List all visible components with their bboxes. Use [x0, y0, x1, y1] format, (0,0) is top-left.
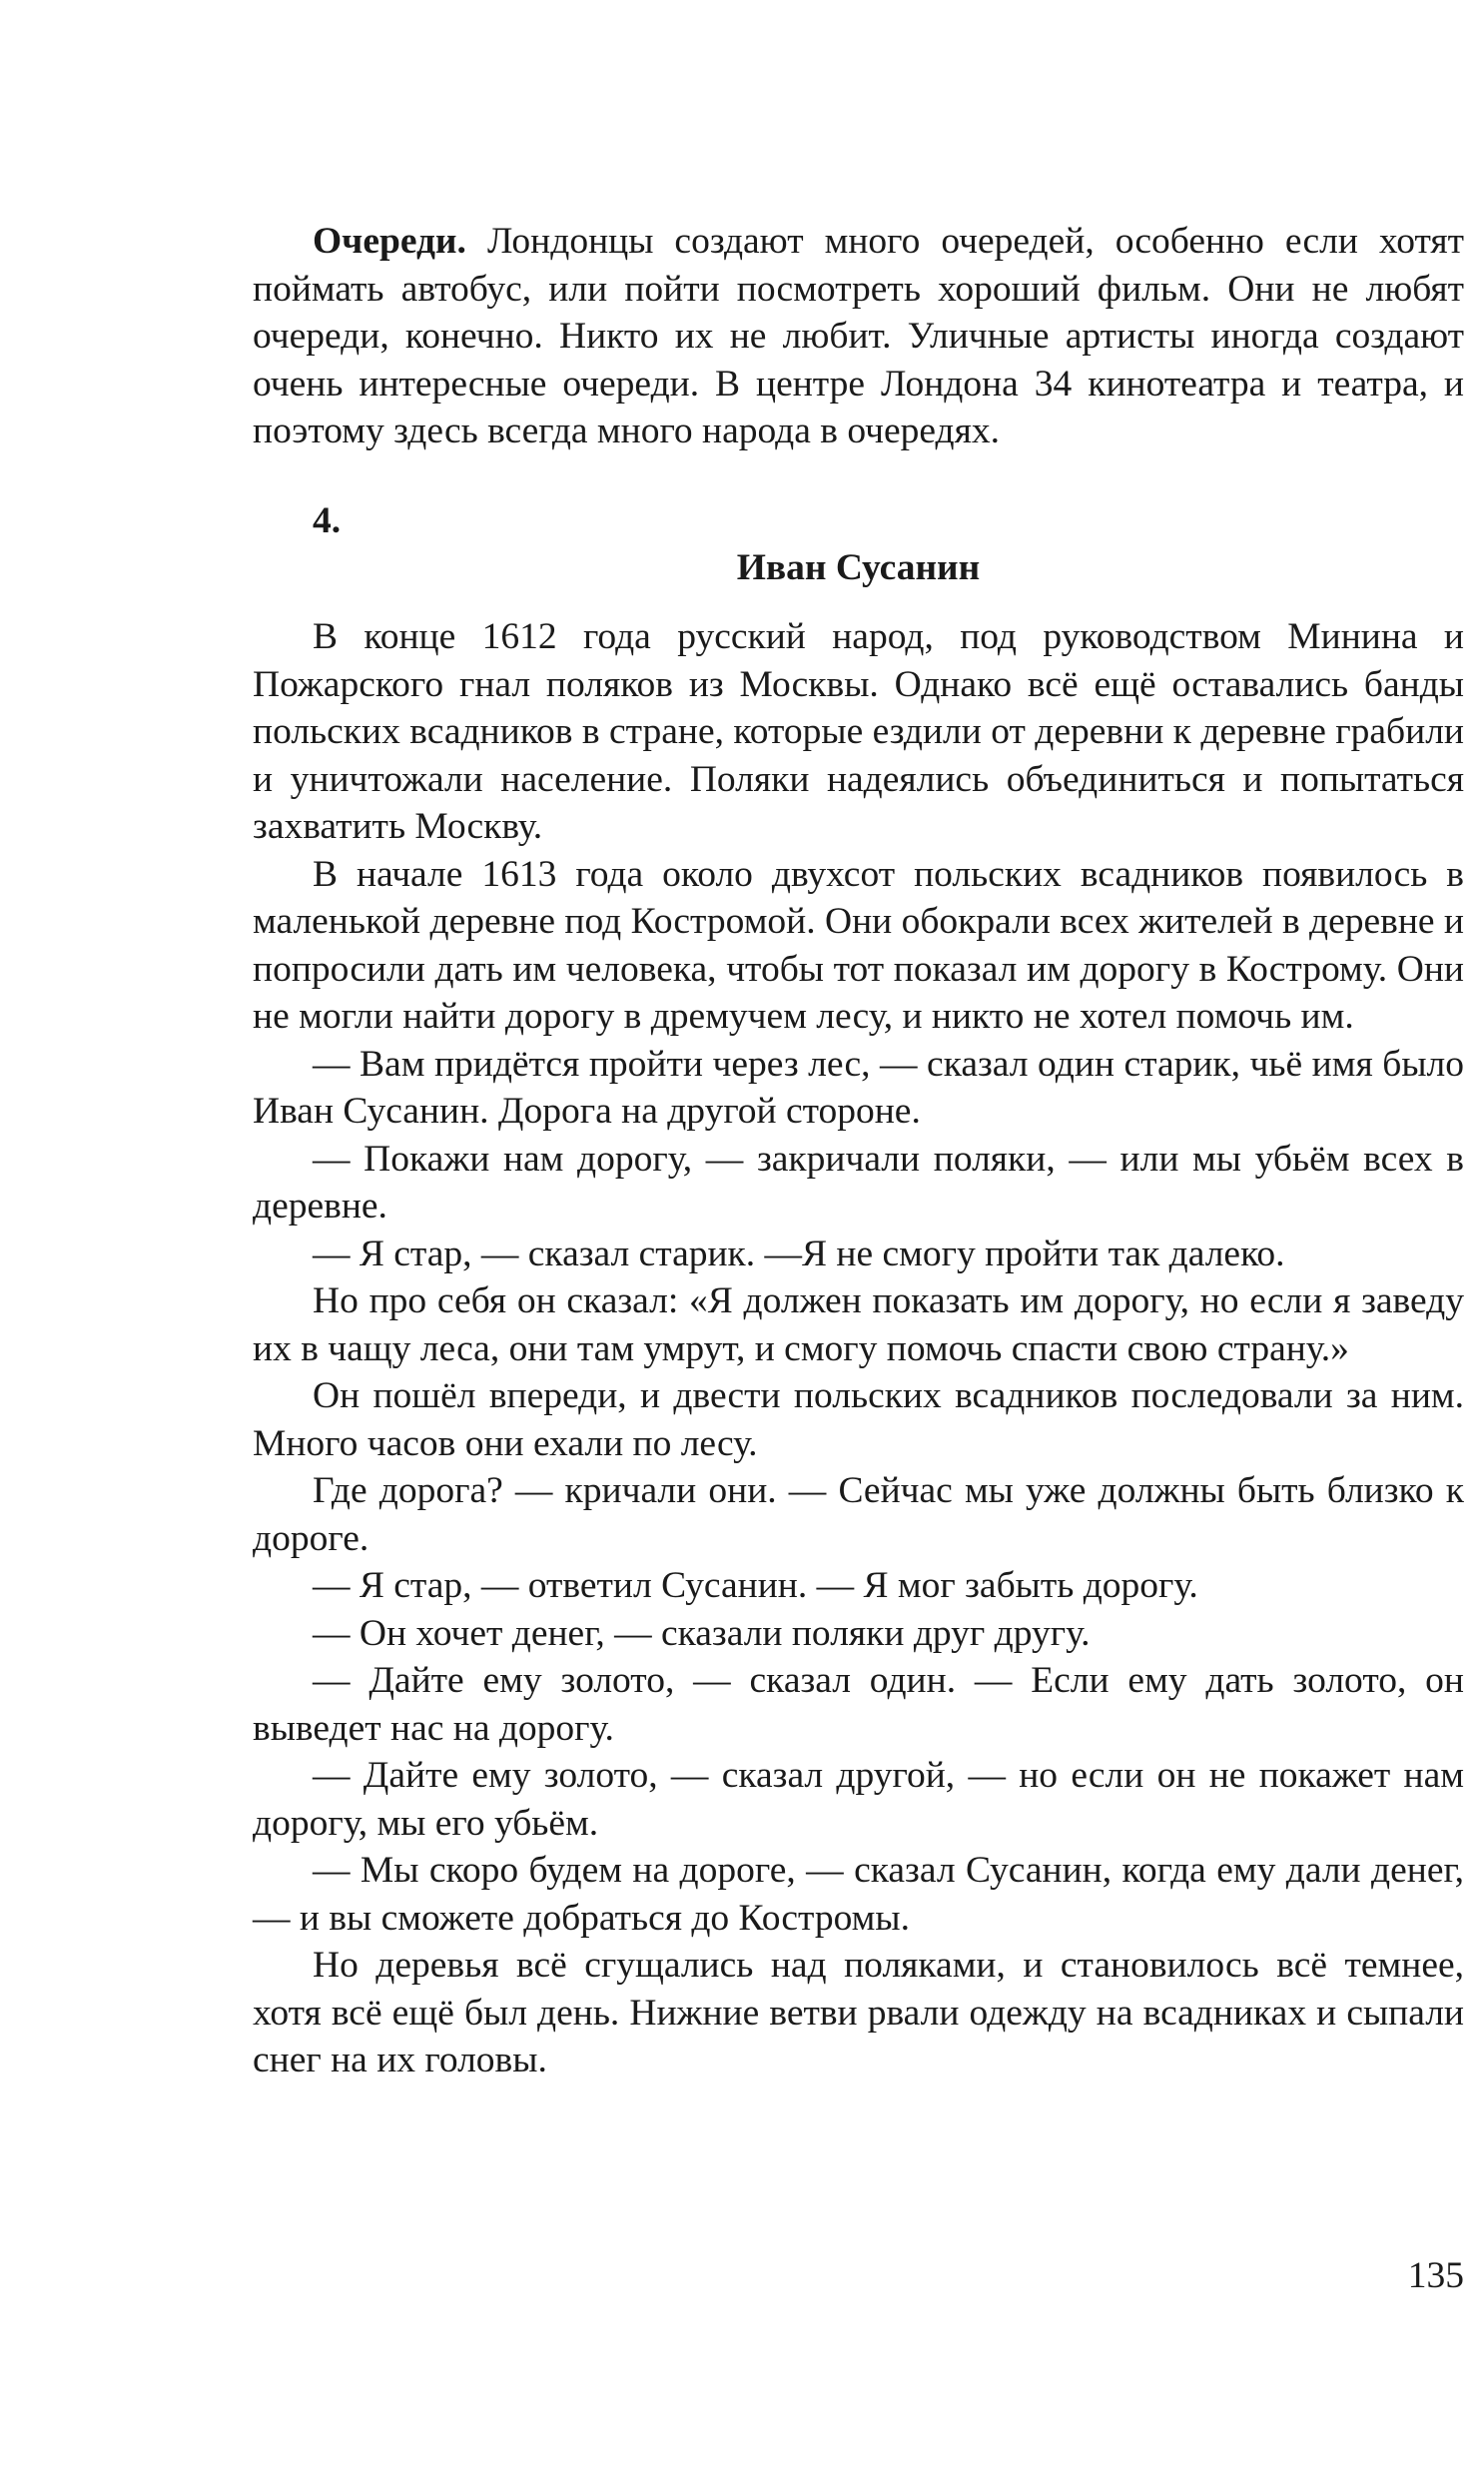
story-paragraph: Он пошёл впереди, и двести польских всадников последовали за ним. Много часов они ехали по лесу.	[253, 1375, 1464, 1464]
story-paragraph: Но деревья всё сгущались над поляками, и становилось всё темнее, хотя всё ещё был день. Нижние ветви рвали одежду на всадниках и сыпали снег на их головы.	[253, 1945, 1464, 2080]
story-paragraph: В начале 1613 года около двухсот польских всадников появилось в маленькой деревне под Костромой. Они обокрали всех жителей в деревне и попросили дать им человека, чтобы тот показал им дорогу в Кострому. Они не могли найти дорогу в дремучем лесу, и никто не хотел помочь им.	[253, 853, 1465, 1037]
story-paragraph: Где дорога? — кричали они. — Сейчас мы уже должны быть близко к дороге.	[253, 1470, 1464, 1559]
story-paragraph: — Дайте ему золото, — сказал один. — Если ему дать золото, он выведет нас на дорогу.	[253, 1660, 1464, 1749]
story-paragraph: В конце 1612 года русский народ, под руководством Минина и Пожарского гнал поляков из Москвы. Однако всё ещё оставались банды польских всадников в стране, которые ездили от деревни к деревне грабили и уничтожали население. Поляки надеялись объединиться и попытаться захватить Москву.	[253, 616, 1464, 847]
story-paragraph: — Мы скоро будем на дороге, — сказал Сусанин, когда ему дали денег, — и вы сможете добраться до Костромы.	[253, 1850, 1464, 1939]
story-paragraph: — Я стар, — ответил Сусанин. — Я мог забыть дорогу.	[313, 1565, 1198, 1606]
story-paragraph: — Я стар, — сказал старик. —Я не смогу пройти так далеко.	[313, 1233, 1285, 1274]
intro-text: Лондонцы создают много очередей, особенно если хотят поймать автобус, или пойти посмотреть хороший фильм. Они не любят очереди, конечно. Никто их не любит. Уличные артисты иногда создают очень интересные очереди. В центре Лондона 34 кинотеатра и театра, и поэтому здесь всегда много народа в очередях.	[253, 221, 1465, 451]
story-paragraph: Но про себя он сказал: «Я должен показать им дорогу, но если я заведу их в чащу леса, они там умрут, и смогу помочь спасти свою страну.»	[253, 1280, 1464, 1369]
intro-paragraph	[253, 218, 1464, 455]
story-paragraph: — Покажи нам дорогу, — закричали поляки, — или мы убьём всех в деревне.	[253, 1138, 1464, 1227]
page-number: 135	[1407, 2255, 1464, 2296]
story-paragraph: — Вам придётся пройти через лес, — сказал один старик, чьё имя было Иван Сусанин. Дорога на другой стороне.	[253, 1043, 1464, 1132]
section-number: 4.	[313, 499, 342, 541]
intro-lead: Очереди.	[313, 221, 466, 262]
story-paragraph: — Он хочет денег, — сказали поляки друг другу.	[313, 1612, 1091, 1654]
story-title: Иван Сусанин	[736, 547, 981, 588]
page-body	[253, 218, 1464, 2084]
story-paragraph: — Дайте ему золото, — сказал другой, — но если он не покажет нам дорогу, мы его убьём.	[253, 1755, 1464, 1844]
